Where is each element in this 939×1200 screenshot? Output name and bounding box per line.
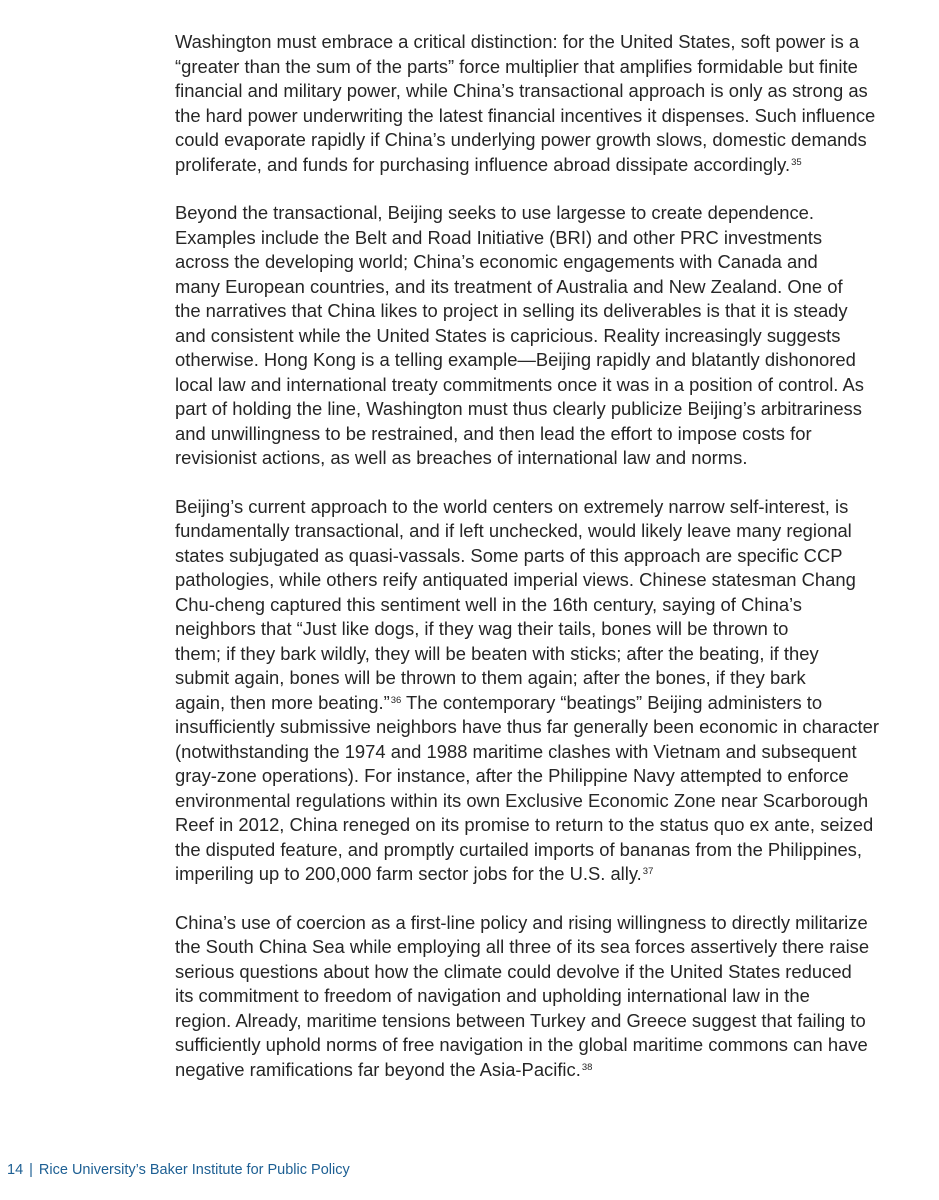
paragraph-4 — [175, 911, 915, 1083]
text-line: Beyond the transactional, Beijing seeks to use largesse to create dependence. — [175, 202, 814, 223]
text-line-with-footnote — [175, 153, 915, 178]
text-line: sufficiently uphold norms of free navigation in the global maritime commons can have — [175, 1034, 868, 1055]
text-line: (notwithstanding the 1974 and 1988 maritime clashes with Vietnam and subsequent — [175, 740, 857, 762]
text-line-with-footnote — [175, 862, 915, 887]
text-line: and consistent while the United States is capricious. Reality increasingly suggests — [175, 324, 841, 346]
text-segment: imperiling up to 200,000 farm sector jobs for the U.S. ally. — [175, 863, 642, 884]
text-line: pathologies, while others reify antiquated imperial views. Chinese statesman Chang — [175, 569, 856, 590]
text-line: serious questions about how the climate could devolve if the United States reduced — [175, 960, 852, 982]
text-line: China’s use of coercion as a first-line policy and rising willingness to directly militarize — [175, 911, 868, 933]
paragraph-1 — [175, 30, 915, 177]
text-line: the hard power underwriting the latest financial incentives it dispenses. Such influence — [175, 104, 876, 126]
text-line: financial and military power, while China’s transactional approach is only as strong as — [175, 80, 868, 101]
text-line: Examples include the Belt and Road Initiative (BRI) and other PRC investments — [175, 226, 823, 248]
text-line: otherwise. Hong Kong is a telling example—Beijing rapidly and blatantly dishonored — [175, 349, 856, 370]
text-line: part of holding the line, Washington must thus clearly publicize Beijing’s arbitrariness — [175, 398, 862, 419]
text-line-with-footnote — [175, 1058, 915, 1083]
text-line: neighbors that “Just like dogs, if they wag their tails, bones will be thrown to — [175, 618, 789, 639]
text-line: them; if they bark wildly, they will be beaten with sticks; after the beating, if they — [175, 642, 819, 664]
text-segment: proliferate, and funds for purchasing influence abroad dissipate accordingly. — [175, 153, 791, 175]
footer-separator: | — [29, 1162, 33, 1178]
text-line: local law and international treaty commitments once it was in a position of control. As — [175, 373, 864, 395]
paragraph-2 — [175, 201, 915, 471]
footnote-ref-37: 37 — [642, 866, 654, 877]
text-line: across the developing world; China’s economic engagements with Canada and — [175, 251, 818, 272]
text-line: region. Already, maritime tensions between Turkey and Greece suggest that failing to — [175, 1009, 866, 1031]
body-text — [175, 30, 915, 1106]
text-line-with-footnote — [175, 691, 915, 716]
text-line: and unwillingness to be restrained, and then lead the effort to impose costs for — [175, 422, 812, 444]
text-segment: The contemporary “beatings” Beijing administers to — [401, 691, 823, 713]
text-line: “greater than the sum of the parts” force multiplier that amplifies formidable but finite — [175, 55, 858, 77]
text-line: Beijing’s current approach to the world centers on extremely narrow self-interest, is — [175, 495, 849, 517]
text-segment: again, then more beating.” — [175, 691, 390, 713]
footer-institution: Rice University’s Baker Institute for Public Policy — [38, 1162, 350, 1178]
text-line: insufficiently submissive neighbors have thus far generally been economic in character — [175, 716, 879, 737]
footnote-ref-36: 36 — [390, 694, 402, 706]
text-line: gray-zone operations). For instance, after the Philippine Navy attempted to enforce — [175, 765, 849, 786]
text-line: Washington must embrace a critical distinction: for the United States, soft power is a — [175, 31, 860, 52]
text-line: the South China Sea while employing all three of its sea forces assertively there raise — [175, 936, 870, 957]
footnote-ref-35: 35 — [791, 156, 802, 168]
text-line: its commitment to freedom of navigation and upholding international law in the — [175, 985, 810, 1006]
text-line: could evaporate rapidly if China’s underlying power growth slows, domestic demands — [175, 129, 867, 150]
text-line: many European countries, and its treatment of Australia and New Zealand. One of — [175, 275, 843, 297]
text-line: the narratives that China likes to project in selling its deliverables is that it is steady — [175, 300, 848, 321]
text-line: Reef in 2012, China reneged on its promise to return to the status quo ex ante, seized — [175, 814, 874, 835]
text-line: fundamentally transactional, and if left unchecked, would likely leave many regional — [175, 520, 852, 541]
text-line: submit again, bones will be thrown to them again; after the bones, if they bark — [175, 667, 806, 688]
text-line: revisionist actions, as well as breaches of international law and norms. — [175, 447, 748, 468]
text-line: Chu-cheng captured this sentiment well in the 16th century, saying of China’s — [175, 593, 802, 615]
text-segment: negative ramifications far beyond the Asia-Pacific. — [175, 1058, 581, 1080]
page-number: 14 — [7, 1162, 24, 1178]
text-line: states subjugated as quasi-vassals. Some parts of this approach are specific CCP — [175, 544, 843, 566]
text-line: environmental regulations within its own Exclusive Economic Zone near Scarborough — [175, 789, 869, 811]
paragraph-3 — [175, 495, 915, 887]
text-line: the disputed feature, and promptly curtailed imports of bananas from the Philippines, — [175, 838, 862, 860]
footnote-ref-38: 38 — [581, 1061, 593, 1073]
page-footer — [7, 1160, 350, 1180]
